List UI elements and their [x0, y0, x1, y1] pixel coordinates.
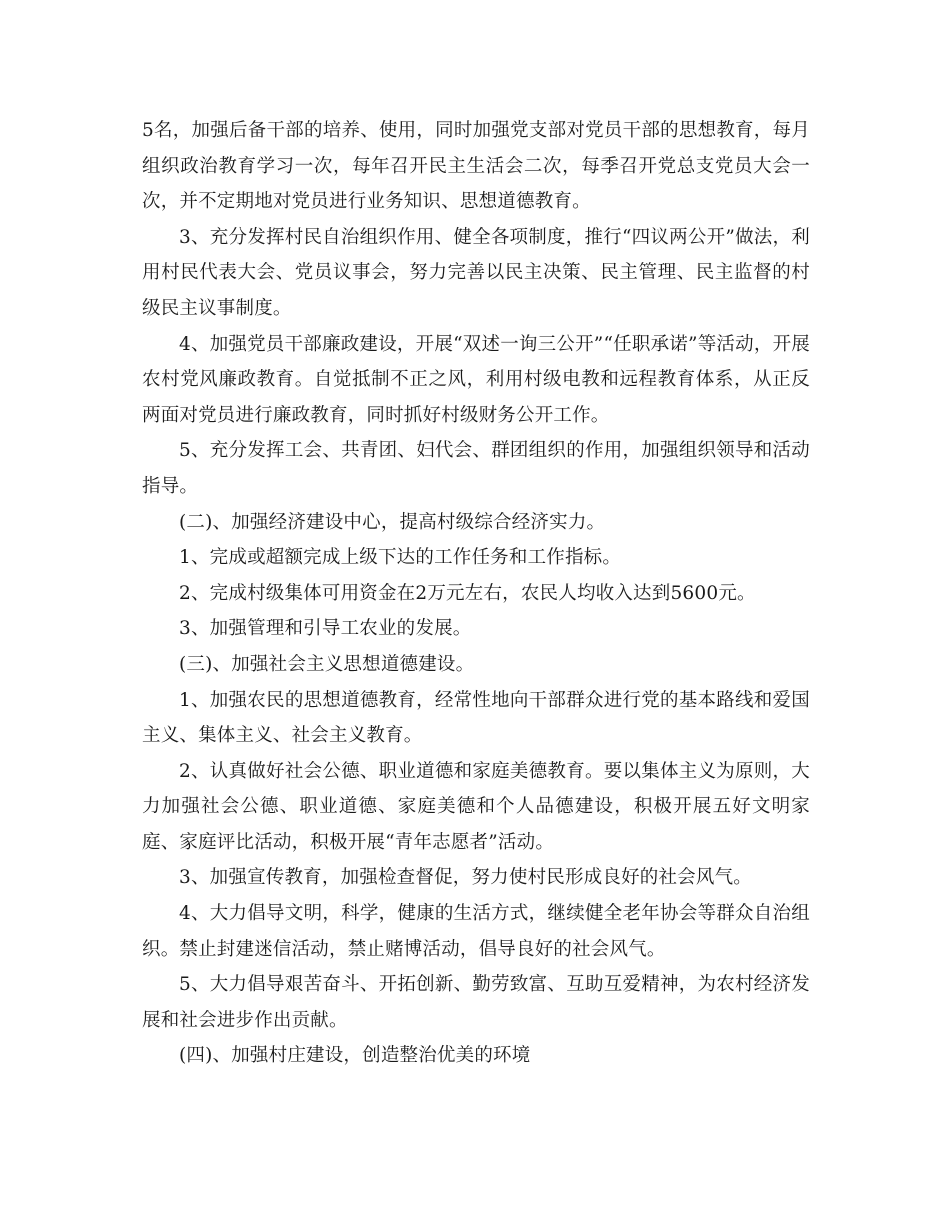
- paragraph: 3、加强宣传教育，加强检查督促，努力使村民形成良好的社会风气。: [179, 867, 752, 889]
- section-heading: (二)、加强经济建设中心，提高村级综合经济实力。: [179, 511, 606, 533]
- section-heading: (三)、加强社会主义思想道德建设。: [179, 653, 475, 675]
- paragraph: 3、充分发挥村民自治组织作用、健全各项制度，推行“四议两公开”做法，利用村民代表大会、党员议事会，努力完善以民主决策、民主管理、民主监督的村级民主议事制度。: [142, 226, 810, 319]
- section-heading: (四)、加强村庄建设，创造整治优美的环境: [179, 1045, 531, 1067]
- paragraph: 4、加强党员干部廉政建设，开展“双述一询三公开”“任职承诺”等活动，开展农村党风廉政教育。自觉抵制不正之风，利用村级电教和远程教育体系，从正反两面对党员进行廉政教育，同时抓好村级财务公开工作。: [142, 333, 810, 426]
- document-body: [142, 113, 810, 1074]
- paragraph: 2、完成村级集体可用资金在2万元左右，农民人均收入达到5600元。: [179, 582, 756, 604]
- paragraph: 3、加强管理和引导工农业的发展。: [179, 618, 472, 640]
- paragraph: 5名，加强后备干部的培养、使用，同时加强党支部对党员干部的思想教育，每月组织政治教育学习一次，每年召开民主生活会二次，每季召开党总支党员大会一次，并不定期地对党员进行业务知识、思想道德教育。: [142, 120, 810, 213]
- paragraph: 1、完成或超额完成上级下达的工作任务和工作指标。: [179, 547, 622, 569]
- paragraph: 5、充分发挥工会、共青团、妇代会、群团组织的作用，加强组织领导和活动指导。: [142, 440, 810, 497]
- paragraph: 1、加强农民的思想道德教育，经常性地向干部群众进行党的基本路线和爱国主义、集体主义、社会主义教育。: [142, 689, 810, 747]
- paragraph: 2、认真做好社会公德、职业道德和家庭美德教育。要以集体主义为原则，大力加强社会公德、职业道德、家庭美德和个人品德建设，积极开展五好文明家庭、家庭评比活动，积极开展“青年志愿者”活动。: [142, 760, 810, 853]
- paragraph: 4、大力倡导文明，科学，健康的生活方式，继续健全老年协会等群众自治组织。禁止封建迷信活动，禁止赌博活动，倡导良好的社会风气。: [142, 903, 810, 960]
- paragraph: 5、大力倡导艰苦奋斗、开拓创新、勤劳致富、互助互爱精神，为农村经济发展和社会进步作出贡献。: [142, 974, 810, 1031]
